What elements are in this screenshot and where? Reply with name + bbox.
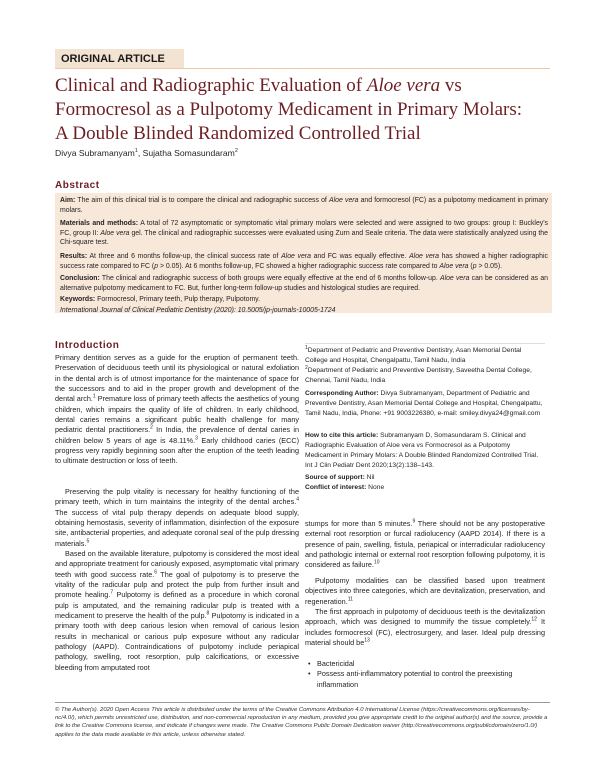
abstract-aim: Aim: The aim of this clinical trial is to compare the clinical and radiographic success of Aloe vera and formocresol (FC) as a pulpotomy medicament in primary molars. xyxy=(60,197,548,214)
list-item: • Possess anti-inflammatory potential to control the preexisting inflammation xyxy=(305,669,545,690)
article-title: Clinical and Radiographic Evaluation of Aloe vera vs Formocresol as a Pulpotomy Medicament in Primary Molars: A Double Blinded Randomized Controlled Trial xyxy=(55,75,523,144)
intro-paragraph-2: Preserving the pulp vitality is necessary for healthy functioning of the primary teeth, which in turn maintains the integrity of the dental arches.$^4$ The success of vital pulp therapy depends on adequate blood supply, obtaining hemostasis, severity of inflammation, disinfection of the exposure site, antibacterial properties, and adequate coronal seal of the pulp dressing materials.$^5$ xyxy=(55,487,299,548)
introduction-heading: Introduction xyxy=(55,340,120,351)
abstract-conclusion: Conclusion: The clinical and radiographic success of both groups were equally effective at the end of 6 months follow-up. Aloe vera can be considered as an alternative pulpotomy medicament to FC. But, further long-term follow-up studies and histological studies are required. xyxy=(60,275,548,292)
affiliation-2: $^2$Department of Pediatric and Preventive Dentistry, Saveetha Dental College, Chennai, Tamil Nadu, India xyxy=(305,364,532,384)
abstract-results: Results: At three and 6 months follow-up, the clinical success rate of Aloe vera and FC was equally effective. Aloe vera has showed a higher radiographic success rate compared to FC (p > 0.05). At 6 months follow-up, FC showed a higher radiographic success rate compared to Aloe vera (p > 0.05). xyxy=(60,253,548,270)
abstract-keywords: Keywords: Formocresol, Primary teeth, Pulp therapy, Pulpotomy. xyxy=(60,296,261,303)
journal-citation: International Journal of Clinical Pediatric Dentistry (2020): 10.5005/jp-journals-10005-1724 xyxy=(60,307,336,314)
corresponding-author: Corresponding Author: Divya Subramanyam, Department of Pediatric and Preventive Dentistry, Asan Memorial Dental College and Hospital, Chengalpattu, Tamil Nadu, India, Phone: +91 9003226380, e-mail: smiley.divya24@gmail.com xyxy=(305,390,543,417)
intro-right-paragraph-2: Pulpotomy modalities can be classified based upon treatment objectives into three categories, which are devitalization, preservation, and regeneration.$^{11}$ xyxy=(305,576,545,606)
footer-rule xyxy=(55,702,550,703)
abstract-methods: Materials and methods: A total of 72 asymptomatic or symptomatic vital primary molars were selected and were assigned to two groups: group I: Buckley's FC, group II: Aloe vera gel. The clinical and radiographic successes were evaluated using Zurn and Seale criteria. The data were statistically analyzed using the Chi-square test. xyxy=(60,220,548,247)
dressing-criteria-list xyxy=(305,659,545,690)
list-item: • Bactericidal xyxy=(305,659,545,669)
intro-paragraph-1: Primary dentition serves as a guide for the eruption of permanent teeth. Preservation of deciduous teeth until its physiological or natural exfoliation in the dental arch is of utmost importance for the maintenance of space for the successors and to aid in the proper growth and development of the dental arch.$^1$ Premature loss of primary teeth affects the aesthetics of young children, which impairs the quality of life of children. In early childhood, dental caries remains a significant public health challenge for many pediatric dental practitioners.$^2$ In India, the prevalence of dental caries in children below 5 years of age is 48.11%.$^3$ Early childhood caries (ECC) progress very rapidly beginning soon after the eruption of the teeth leading to ultimate destruction or loss of teeth. xyxy=(55,353,300,466)
source-of-support: Source of support: Nil xyxy=(305,474,375,481)
author-list: Divya Subramanyam$^1$, Sujatha Somasundaram$^2$ xyxy=(55,148,238,158)
article-type-badge: ORIGINAL ARTICLE xyxy=(55,49,184,69)
intro-paragraph-3: Based on the available literature, pulpotomy is considered the most ideal and appropriate treatment for cariously exposed, asymptomatic vital primary teeth with good success rate.$^6$ The goal of pulpotomy is to preserve the vitality of the radicular pulp and protect the pulp from further insult and promote healing.$^7$ Pulpotomy is defined as a procedure in which coronal pulp is amputated, and the remaining radicular pulp is treated with a medicament to preserve the health of the pulp.$^8$ Pulpotomy is indicated in a primary tooth with deep carious lesion when removal of carious lesion results in mechanical or carious pulp exposure without any radicular pathology (AAPD). Contraindications of pulpotomy include periapical pathology, swelling, root resorption, pulp calcifications, or excessive bleeding from amputated root xyxy=(55,549,300,672)
intro-right-paragraph-3: The first approach in pulpotomy of deciduous teeth is the devitalization approach, which was designed to mummify the tissue completely.$^{12}$ It includes formocresol (FC), electrosurgery, and laser. Ideal pulp dressing material should $be^{13}$ xyxy=(305,607,545,648)
header-rule xyxy=(55,68,550,69)
abstract-heading: Abstract xyxy=(55,180,100,191)
intro-right-paragraph-1: stumps for more than 5 minutes.$^9$ There should not be any postoperative external root resorption or furcal radiolucency (AAPD 2014). If there is a presence of pain, swelling, fistula, periapical or interradicular radiolucency and pathologic internal or external root resorption following pulpotomy, it is considered as failure.$^{10}$ xyxy=(305,518,545,570)
affiliation-1: $^1$Department of Pediatric and Preventive Dentistry, Asan Memorial Dental College and Hospital, Chengalpattu, Tamil Nadu, India xyxy=(305,344,522,364)
affiliation-rule xyxy=(305,343,545,344)
conflict-of-interest: Conflict of interest: None xyxy=(305,484,385,491)
how-to-cite: How to cite this article: Subramanyam D, Somasundaram S. Clinical and Radiographic Evaluation of Aloe vera vs Formocresol as a Pulpotomy Medicament in Primary Molars: A Double Blinded Randomized Controlled Trial. Int J Clin Pediatr Dent 2020;13(2):138–143. xyxy=(305,432,539,469)
license-footer: © The Author(s). 2020 Open Access This article is distributed under the terms of the Creative Commons Attribution 4.0 International License (https://creativecommons.org/licenses/by-nc/4.0/), which permits unrestricted use, distribution, and non-commercial reproduction in any medium, provided you give appropriate credit to the original author(s) and the source, provide a link to the Creative Commons license, and indicate if changes were made. The Creative Commons Public Domain Dedication waiver (http://creativecommons.org/publicdomain/zero/1.0/) applies to the data made available in this article, unless otherwise stated. xyxy=(55,707,548,738)
